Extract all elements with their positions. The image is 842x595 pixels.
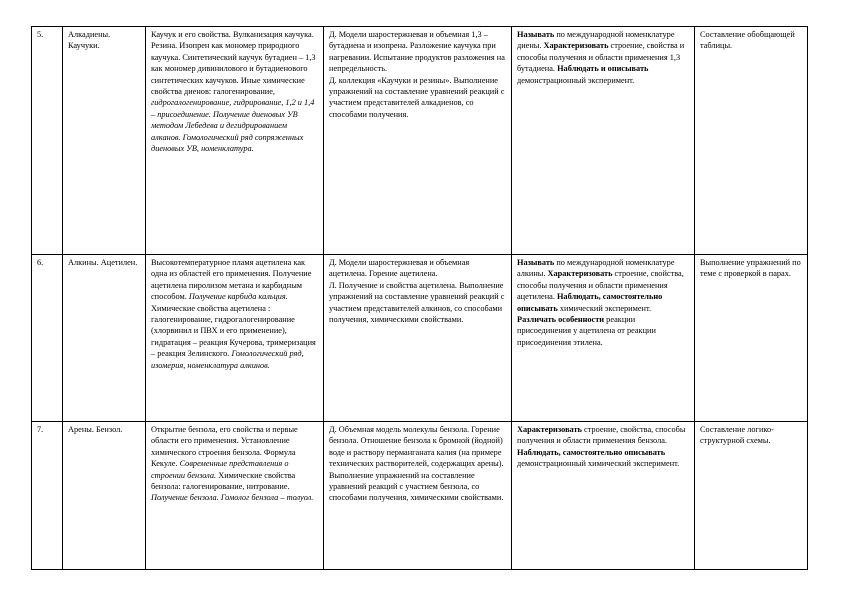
text-run: Выполнение упражнений на составление уравнений реакций с участием бензола, со способами получения, химическими свойствами. [329, 470, 504, 503]
text-run: демонстрационный эксперимент. [517, 75, 635, 85]
text-run: Д. коллекция «Каучуки и резины». Выполнение упражнений на составление уравнений реакций с участием представителей алкадиенов, со способами получения. [329, 75, 505, 119]
text-run: Высокотемпературное пламя ацетилена как одна из областей его применения. Получение ацетилена пиролизом метана и карбидным способом. [151, 258, 312, 302]
text-run: строение, свойства, способы получения и области применения бензола. [517, 425, 686, 446]
table-row [32, 27, 808, 255]
text-run: Открытие бензола, его свойства и первые области его применения. Установление химического строения бензола. Формула Кекуле. [151, 425, 298, 469]
text-run: Называть [517, 258, 555, 267]
text-run: Химические свойства бензола: галогенирование, нитрование. [151, 470, 296, 492]
text-run: химический эксперимент. [557, 303, 652, 313]
text-run: строение, свойства и способы получения и области применения 1,3 бутадиена. [517, 41, 685, 74]
text-run: Характеризовать [543, 41, 609, 51]
text-run: Характеризовать [517, 425, 582, 434]
control-form-cell: Выполнение упражнений по теме с проверкой в парах. [695, 255, 808, 422]
text-run: по международной номенклатуре алкины. [517, 258, 675, 279]
text-run: Получение бензола. Гомолог бензола – толуол. [151, 493, 314, 503]
text-run: Различать особенности [517, 315, 605, 325]
text-run: по международной номенклатуре диены. [517, 30, 675, 51]
text-run: Л. Получение и свойства ацетилена. Выполнение упражнений на составление уравнений реакций с участием представителей алкинов, со способами получения, химическими свойствами. [329, 280, 505, 325]
text-run: Характеризовать [547, 269, 613, 279]
text-run: Наблюдать, самостоятельно описывать [517, 292, 663, 313]
text-run: Д. Модели шаростержневая и объемная ацетилена. Горение ацетилена. [329, 258, 470, 279]
experiment-cell [324, 27, 512, 255]
experiment-cell [324, 422, 512, 570]
experiment-cell [324, 255, 512, 422]
text-run: демонстрационный химический эксперимент. [517, 459, 680, 469]
text-run: Наблюдать и описывать [557, 64, 649, 74]
table-row [32, 422, 808, 570]
text-run: Химические свойства ацетилена : галогенирование, гидрогалогенирование (хлорвинил и ПВХ и его применение), гидратация – реакция Кучерова, тримеризация – реакция Зелинского. [151, 303, 316, 359]
content-cell [146, 255, 324, 422]
text-run: Гомологический ряд, изомерия, номенклатура алкинов. [151, 349, 304, 370]
text-run: строение, свойства, способы получения и области применения ацетилена. [517, 269, 684, 302]
text-run: Каучук и его свойства. Вулканизация каучука. Резина. Изопрен как мономер природного каучука. Синтетический каучук бутадиен – 1,3 как мономер дивинилового и бутадиенового синтетических каучуков. Иные химические свойства диенов: галогенирование, [151, 30, 316, 97]
lesson-number-cell: 6. [32, 255, 63, 422]
table-row [32, 255, 808, 422]
text-run: Д. Объемная модель молекулы бензола. Горение бензола. Отношение бензола к бромной (йодной) воде и раствору перманганата калия (на примере технических растворителей, содержащих арены). [329, 425, 504, 469]
lesson-topic-cell: Алкадиены. Каучуки. [63, 27, 146, 255]
lesson-plan-table [31, 26, 808, 570]
text-run: гидрогалогенирование, гидрирование, 1,2 и 1,4 – присоединение. Получение диеновых УВ методом Лебедева и дегидрированием алканов. Гомологический ряд сопряженных диеновых УВ, номенклатура. [151, 98, 315, 154]
lesson-topic-cell: Алкины. Ацетилен. [63, 255, 146, 422]
text-run: реакции присоединения у ацетилена от реакции присоединения этилена. [517, 315, 656, 347]
text-run: Получение карбида кальция. [188, 292, 288, 302]
control-form-cell: Составление логико-структурной схемы. [695, 422, 808, 570]
lesson-number-cell: 7. [32, 422, 63, 570]
content-cell [146, 422, 324, 570]
content-cell [146, 27, 324, 255]
text-run: Называть [517, 30, 555, 39]
activity-cell [512, 422, 695, 570]
control-form-cell: Составление обобщающей таблицы. [695, 27, 808, 255]
text-run: Наблюдать, самостоятельно описывать [517, 447, 666, 457]
activity-cell [512, 255, 695, 422]
activity-cell [512, 27, 695, 255]
text-run: Современные представления о строении бензола. [151, 459, 289, 480]
lesson-topic-cell: Арены. Бензол. [63, 422, 146, 570]
lesson-number-cell: 5. [32, 27, 63, 255]
text-run: Д. Модели шаростержневая и объемная 1,3 – бутадиена и изопрена. Разложение каучука при нагревании. Испытание продуктов разложения на непредельность. [329, 30, 505, 74]
